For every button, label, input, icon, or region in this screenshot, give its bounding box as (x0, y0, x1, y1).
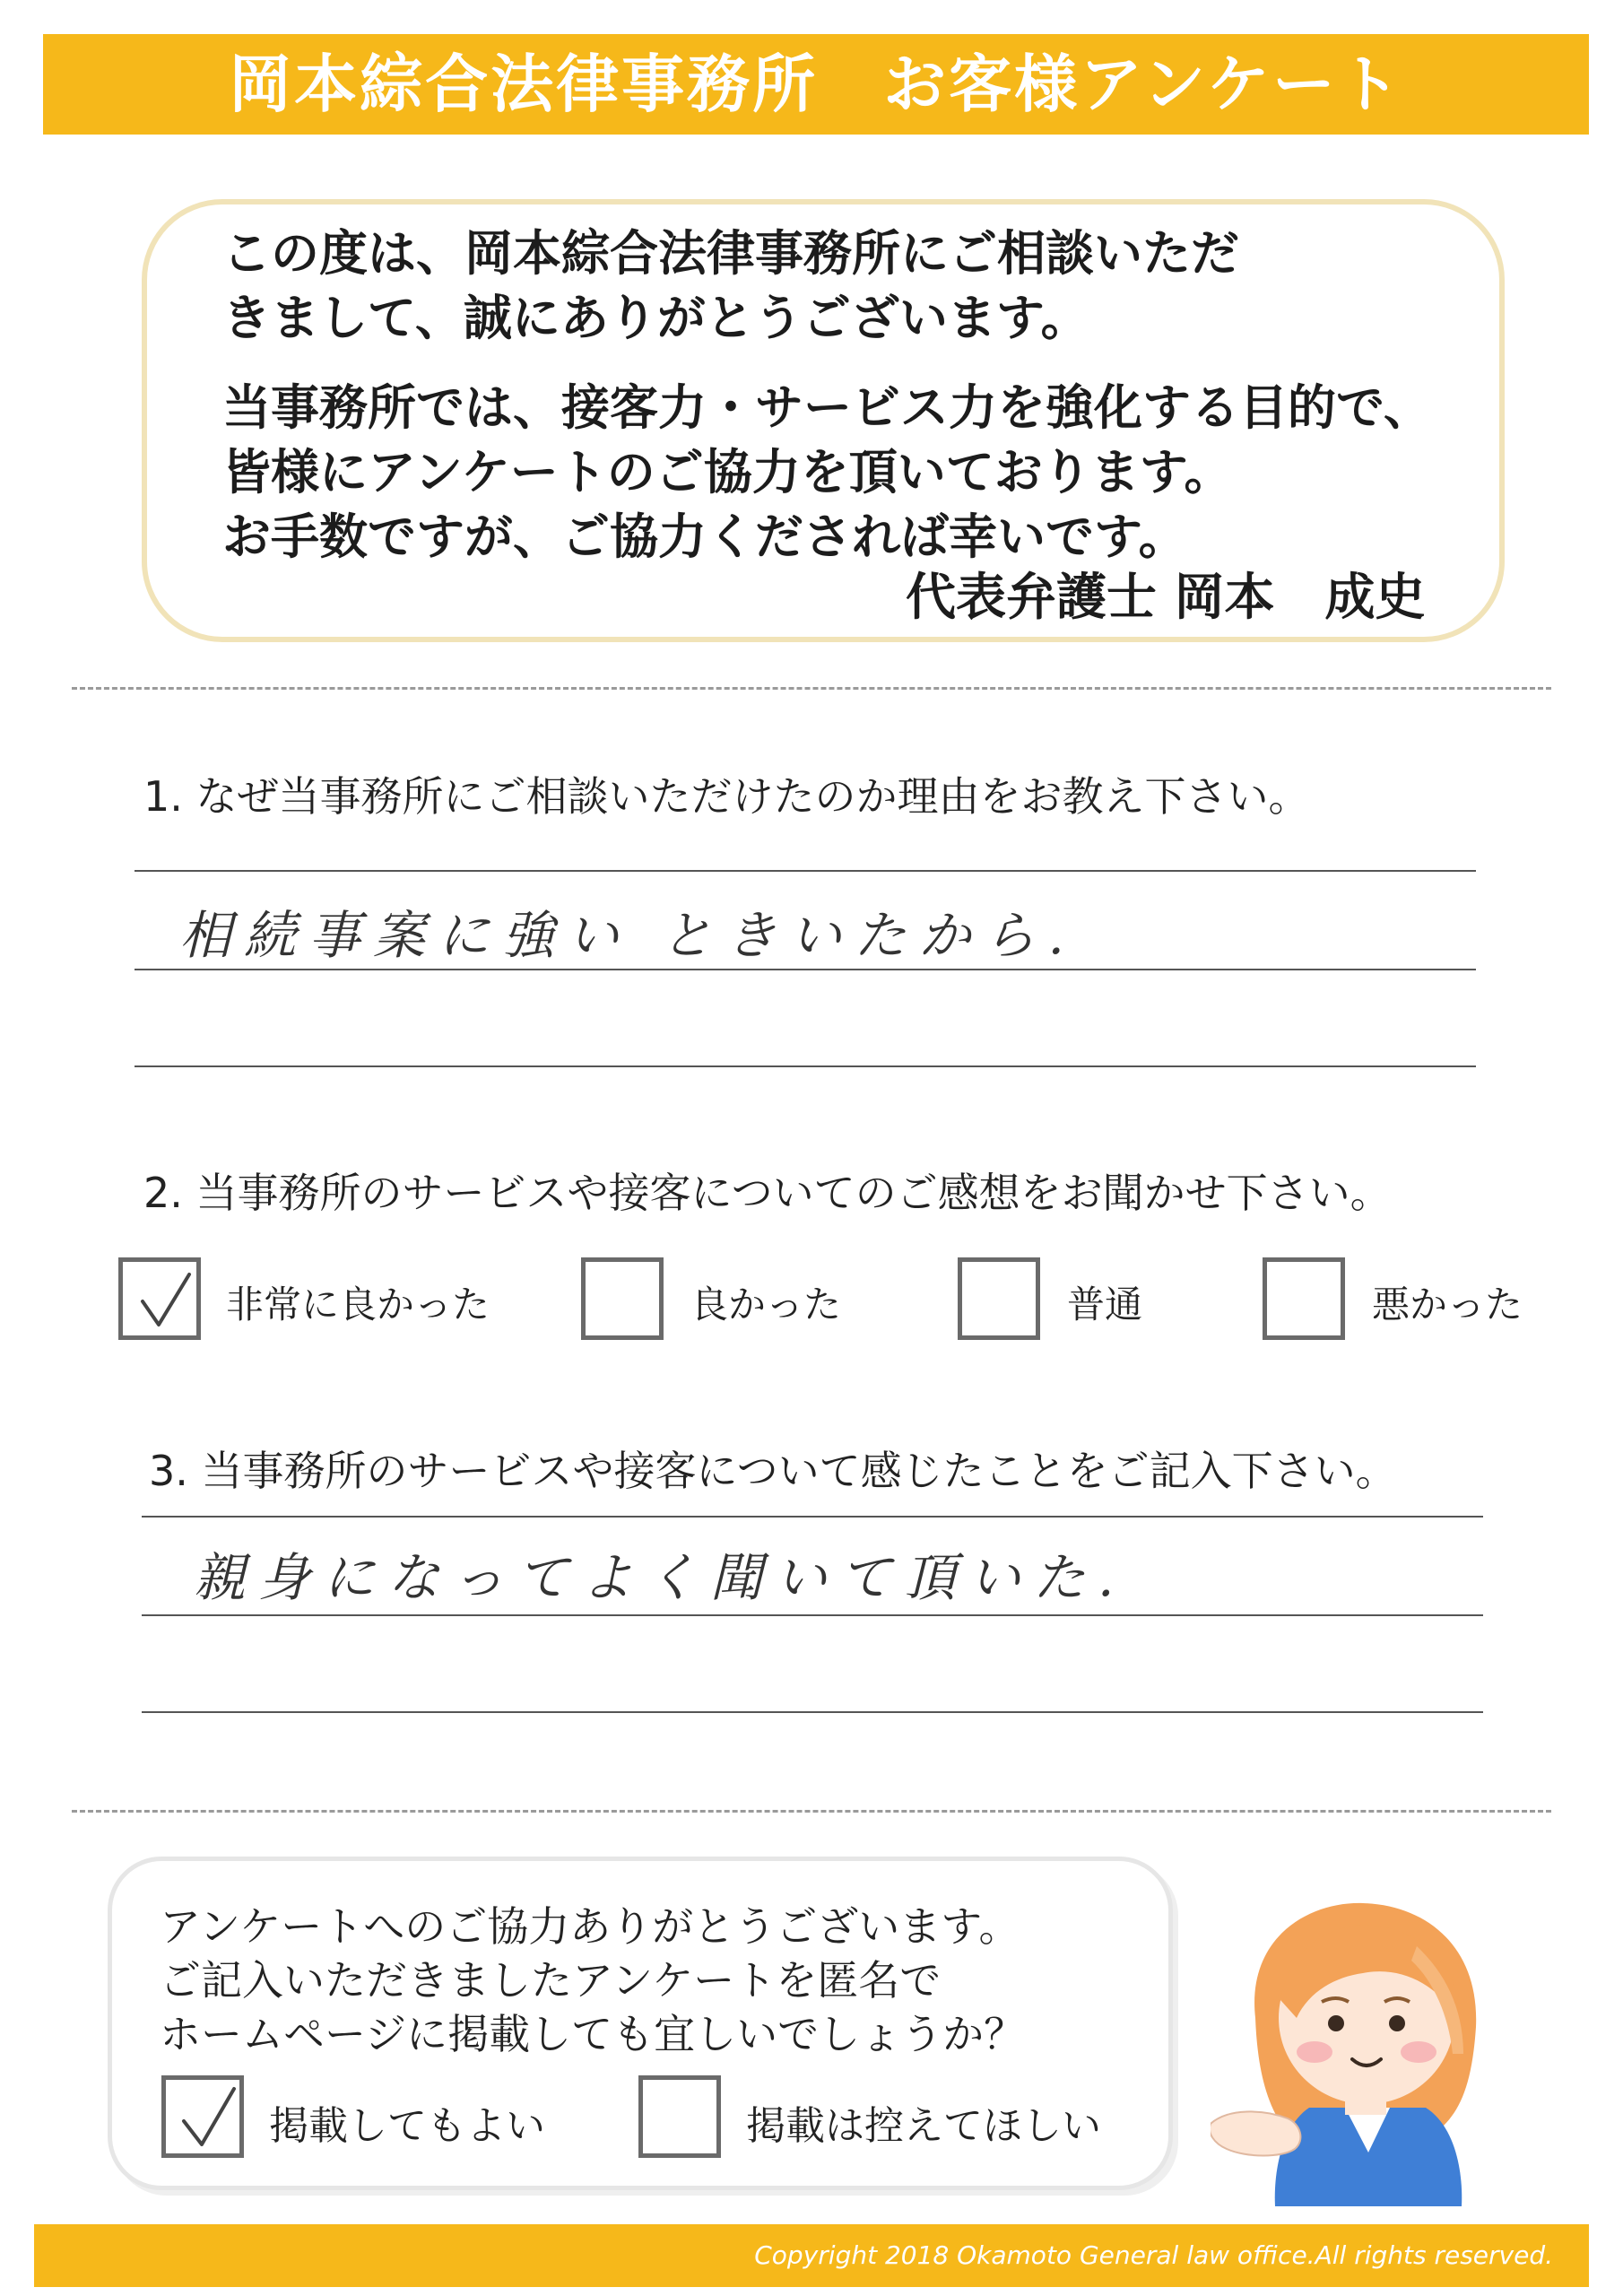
checkbox-bad[interactable] (1263, 1257, 1345, 1340)
answer-line (142, 1711, 1483, 1713)
intro-line-1: この度は、岡本綜合法律事務所にご相談いただ (222, 225, 1239, 282)
woman-illustration (1211, 1883, 1515, 2206)
checkbox-average[interactable] (958, 1257, 1040, 1340)
checkbox-very-good[interactable] (118, 1257, 201, 1340)
option-label-average: 普通 (1067, 1283, 1143, 1326)
copyright-text: Copyright 2018 Okamoto General law office.All rights reserved. (754, 2240, 1553, 2270)
handwritten-answer-1: 相続事案に強い ときいたから. (179, 905, 1077, 966)
intro-line-2: きまして、誠にありがとうございます。 (222, 290, 1089, 346)
intro-line-3: 当事務所では、接客力・サービス力を強化する目的で、 (222, 379, 1432, 436)
checkmark-icon (123, 1262, 205, 1344)
answer-line (142, 1516, 1483, 1518)
intro-line-5: お手数ですが、ご協力くだされば幸いです。 (222, 509, 1187, 565)
consent-line-2: ご記入いただきましたアンケートを匿名で (160, 1956, 942, 2005)
consent-line-1: アンケートへのご協力ありがとうございます。 (160, 1902, 1020, 1951)
option-label-good: 良かった (690, 1283, 842, 1326)
handwritten-answer-3: 親身になってよく聞いて頂いた. (194, 1547, 1127, 1608)
option-label-bad: 悪かった (1372, 1283, 1523, 1326)
checkbox-publish-ok[interactable] (161, 2075, 244, 2158)
consent-line-3: ホームページに掲載しても宜しいでしょうか？ (160, 2010, 1026, 2058)
divider (72, 687, 1551, 690)
intro-line-4: 皆様にアンケートのご協力を頂いております。 (222, 444, 1233, 500)
answer-line (135, 1065, 1476, 1067)
signature: 代表弁護士 岡本 成史 (906, 569, 1426, 627)
footer-bar (34, 2224, 1589, 2287)
option-label-publish-decline: 掲載は控えてほしい (746, 2103, 1101, 2149)
checkmark-icon (166, 2080, 248, 2162)
divider (72, 1810, 1551, 1813)
header-bar (43, 34, 1589, 135)
checkbox-publish-decline[interactable] (638, 2075, 721, 2158)
question-2: 2. 当事務所のサービスや接客についてのご感想をお聞かせ下さい。 (143, 1169, 1392, 1217)
option-label-publish-ok: 掲載してもよい (269, 2103, 545, 2149)
answer-line (135, 870, 1476, 872)
checkbox-good[interactable] (581, 1257, 664, 1340)
question-1: 1. なぜ当事務所にご相談いただけたのか理由をお教え下さい。 (143, 772, 1310, 821)
option-label-very-good: 非常に良かった (226, 1283, 490, 1326)
question-3: 3. 当事務所のサービスや接客について感じたことをご記入下さい。 (149, 1447, 1397, 1495)
answer-line (135, 969, 1476, 970)
page-title: 岡本綜合法律事務所 お客様アンケート (229, 48, 1403, 121)
answer-line (142, 1614, 1483, 1616)
